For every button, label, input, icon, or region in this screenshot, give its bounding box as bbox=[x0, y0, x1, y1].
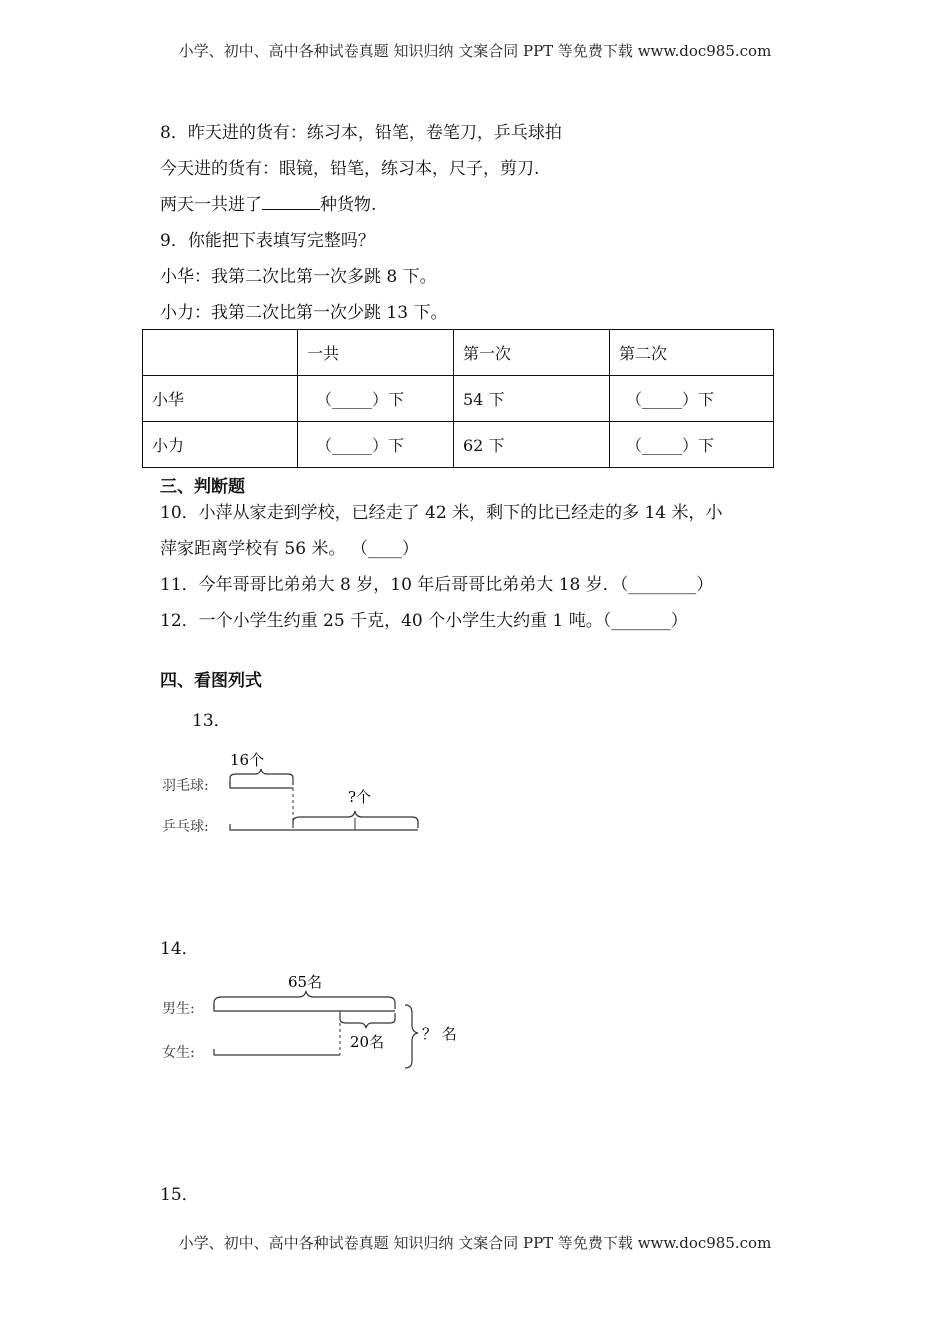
q9-table bbox=[142, 329, 774, 468]
row-total-blank[interactable]: （_____）下 bbox=[298, 422, 454, 468]
q8-line2: 今天进的货有：眼镜，铅笔，练习本，尺子，剪刀. bbox=[160, 159, 540, 179]
q14-diagram bbox=[150, 965, 470, 1075]
row-name: 小华 bbox=[143, 376, 298, 422]
q13-badminton-bar bbox=[230, 782, 293, 788]
table-header-second: 第二次 bbox=[610, 330, 774, 376]
row-second-blank[interactable]: （_____）下 bbox=[610, 422, 774, 468]
q13-row1-label: 羽毛球: bbox=[162, 778, 209, 794]
q13-row2-label: 乒乓球: bbox=[162, 819, 209, 835]
table-header-cell-empty bbox=[143, 330, 298, 376]
table-row bbox=[143, 376, 774, 422]
q14-brace-right bbox=[405, 1005, 418, 1068]
q13-diagram bbox=[150, 740, 450, 850]
q13-label-16: 16个 bbox=[230, 751, 265, 769]
table-header-row bbox=[143, 330, 774, 376]
q13-number: 13． bbox=[192, 711, 231, 731]
table-row bbox=[143, 422, 774, 468]
q15-number: 15． bbox=[160, 1185, 199, 1205]
q14-label-question: ？ 名 bbox=[422, 1025, 457, 1043]
q14-brace-20 bbox=[340, 1013, 395, 1028]
q14-row1-label: 男生: bbox=[162, 1001, 195, 1017]
page-header: 小学、初中、高中各种试卷真题 知识归纳 文案合同 PPT 等免费下载 www.doc985.com bbox=[178, 42, 772, 60]
q14-label-20: 20名 bbox=[350, 1033, 385, 1051]
row-first-value: 54 下 bbox=[454, 376, 610, 422]
q12-text: 12．一个小学生约重 25 千克，40 个小学生大约重 1 吨。（_______） bbox=[160, 611, 688, 631]
q14-number: 14． bbox=[160, 939, 199, 959]
q8-line3-prefix: 两天一共进了 bbox=[160, 195, 262, 215]
table-header-first: 第一次 bbox=[454, 330, 610, 376]
q10-line2: 萍家距离学校有 56 米。 （____） bbox=[160, 539, 419, 559]
q14-boys-bar bbox=[214, 1005, 395, 1011]
section4-title: 四、看图列式 bbox=[160, 671, 262, 691]
q9-line2: 小力：我第二次比第一次少跳 13 下。 bbox=[160, 303, 448, 323]
q11-text: 11．今年哥哥比弟弟大 8 岁，10 年后哥哥比弟弟大 18 岁．（________） bbox=[160, 575, 714, 595]
q8-answer-blank[interactable] bbox=[262, 195, 320, 210]
q13-label-question: ?个 bbox=[348, 788, 372, 806]
q8-line3 bbox=[160, 190, 376, 215]
q8-line3-suffix: 种货物. bbox=[320, 195, 377, 215]
q8-line1: 8．昨天进的货有：练习本，铅笔，卷笔刀，乒乓球拍 bbox=[160, 123, 562, 143]
q14-girls-bar bbox=[214, 1049, 340, 1055]
q10-line1: 10．小萍从家走到学校，已经走了 42 米，剩下的比已经走的多 14 米，小 bbox=[160, 503, 723, 523]
row-first-value: 62 下 bbox=[454, 422, 610, 468]
row-second-blank[interactable]: （_____）下 bbox=[610, 376, 774, 422]
q13-brace-top bbox=[230, 769, 293, 785]
row-total-blank[interactable]: （_____）下 bbox=[298, 376, 454, 422]
row-name: 小力 bbox=[143, 422, 298, 468]
q9-line1: 小华：我第二次比第一次多跳 8 下。 bbox=[160, 267, 437, 287]
table-header-total: 一共 bbox=[298, 330, 454, 376]
q9-title: 9．你能把下表填写完整吗？ bbox=[160, 231, 375, 251]
q13-pingpong-bar bbox=[230, 824, 418, 830]
page-footer: 小学、初中、高中各种试卷真题 知识归纳 文案合同 PPT 等免费下载 www.doc985.com bbox=[178, 1234, 772, 1252]
section3-title: 三、判断题 bbox=[160, 477, 245, 497]
q14-label-65: 65名 bbox=[288, 973, 323, 991]
q14-brace-top bbox=[214, 991, 395, 1009]
q14-row2-label: 女生: bbox=[162, 1045, 195, 1061]
